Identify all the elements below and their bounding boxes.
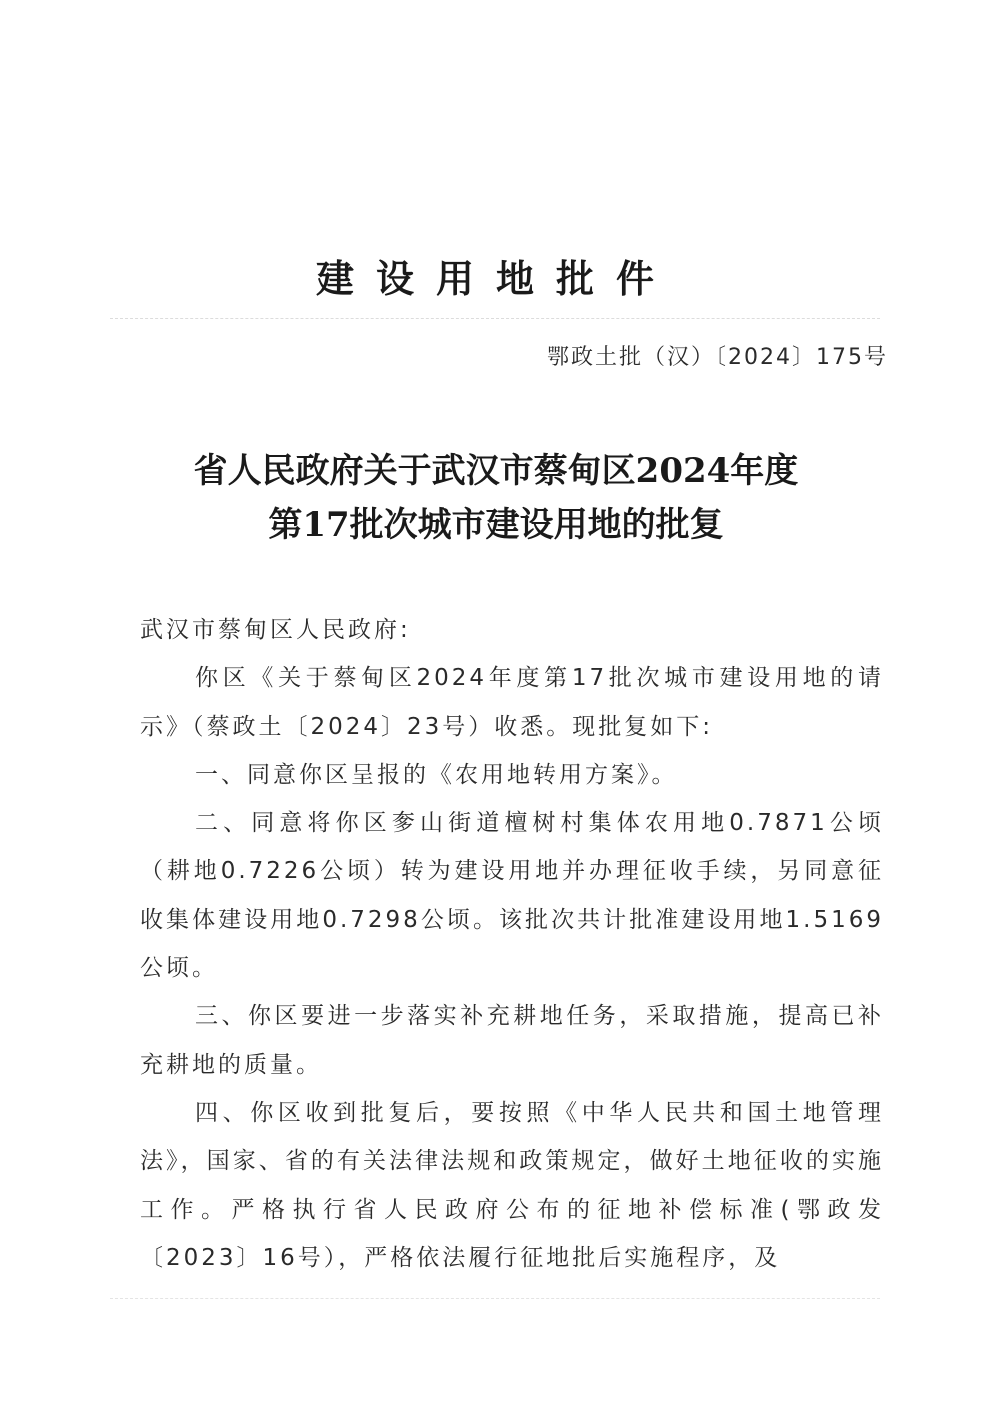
footer-divider (110, 1298, 880, 1299)
body-paragraph: 一、同意你区呈报的《农用地转用方案》。 (195, 761, 678, 788)
document-body (140, 606, 884, 1282)
body-paragraph: 二、同意将你区奓山街道檀树村集体农用地0.7871公顷（耕地0.7226公顷）转为建设用地并办理征收手续，另同意征收集体建设用地0.7298公顷。该批次共计批准建设用地1.5169公顷。 (140, 810, 884, 982)
document-number: 鄂政土批（汉）〔2024〕175号 (547, 345, 888, 370)
reply-title-line-1: 省人民政府关于武汉市蔡甸区2024年度 (193, 451, 799, 491)
reply-title (0, 444, 992, 552)
body-paragraph: 四、你区收到批复后，要按照《中华人民共和国土地管理法》，国家、省的有关法律法规和政策规定，做好土地征收的实施工作。严格执行省人民政府公布的征地补偿标准(鄂政发〔2023〕16号），严格依法履行征地批后实施程序，及 (140, 1099, 884, 1271)
document-header-title: 建设用地批件 (315, 257, 676, 301)
body-paragraph: 你区《关于蔡甸区2024年度第17批次城市建设用地的请示》（蔡政土〔2024〕23号）收悉。现批复如下: (140, 665, 884, 740)
body-paragraph: 三、你区要进一步落实补充耕地任务，采取措施，提高已补充耕地的质量。 (140, 1003, 884, 1078)
salutation: 武汉市蔡甸区人民政府: (140, 617, 411, 643)
reply-title-line-2: 第17批次城市建设用地的批复 (268, 505, 724, 545)
header-divider (110, 318, 880, 319)
